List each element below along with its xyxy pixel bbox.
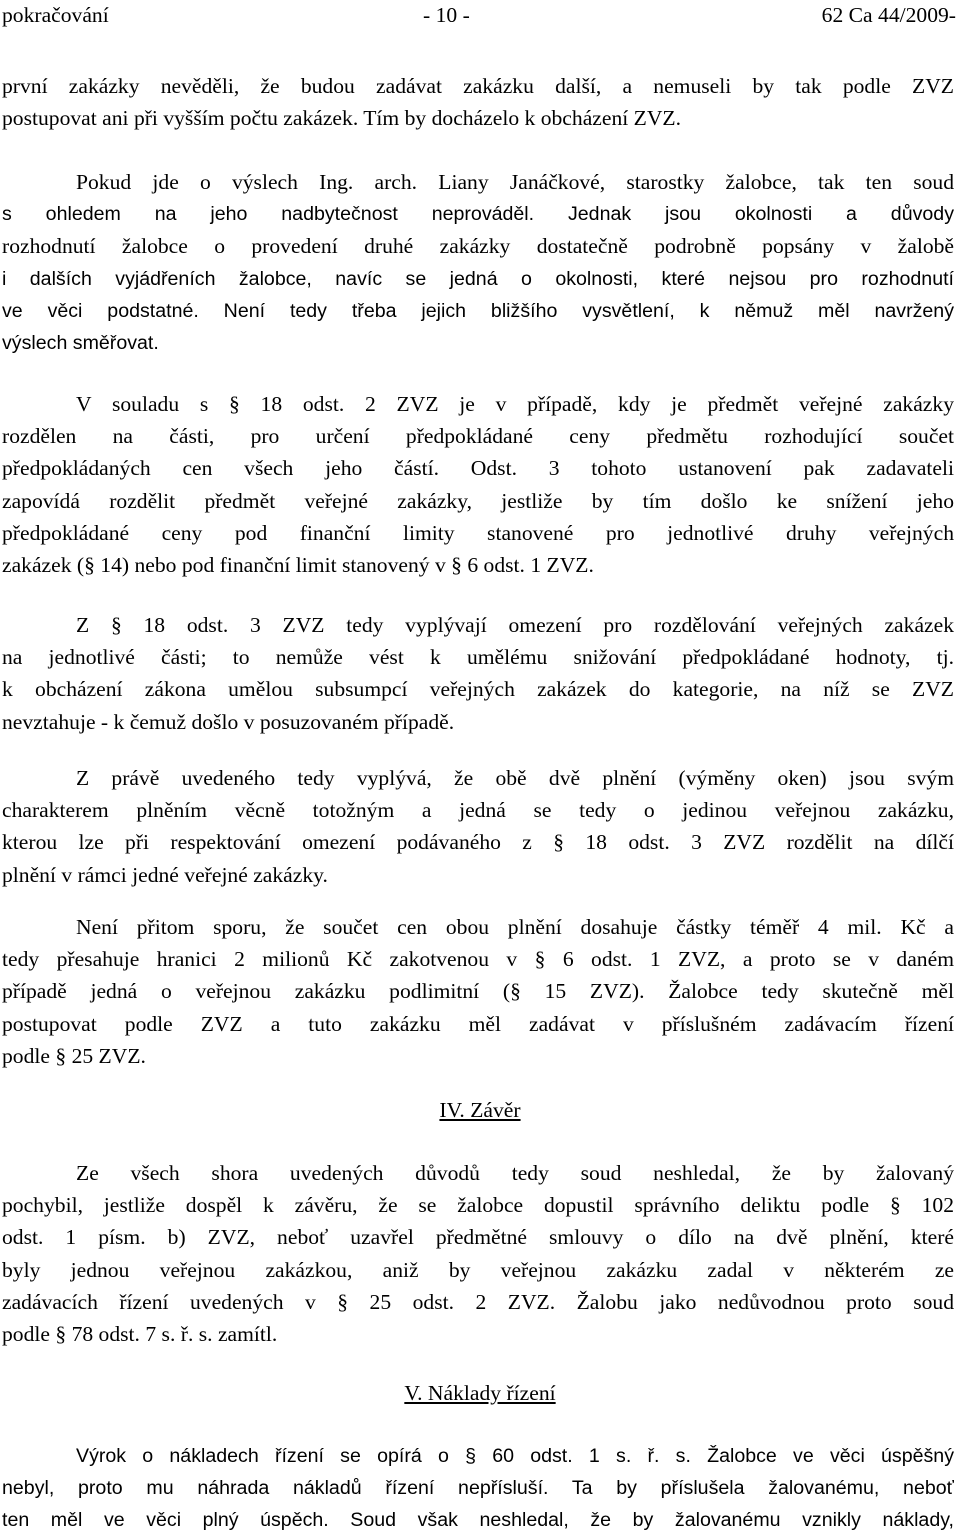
text-line: Ze všech shora uvedených důvodů tedy soud neshledal, že by žalovaný xyxy=(76,1161,954,1185)
text-line: plnění v rámci jedné veřejné zakázky. xyxy=(2,862,328,887)
paragraph-6 xyxy=(2,911,954,1072)
text-line: postupovat podle ZVZ a tuto zakázku měl zadávat v příslušném zadávacím řízení xyxy=(2,1011,954,1036)
text-line: zakázek (§ 14) nebo pod finanční limit stanovený v § 6 odst. 1 ZVZ. xyxy=(2,552,594,577)
text-line: podle § 25 ZVZ. xyxy=(2,1043,146,1068)
text-line: pochybil, jestliže dospěl k závěru, že se žalobce dopustil správního deliktu podle § 102 xyxy=(2,1193,954,1218)
text-line: nevztahuje - k čemuž došlo v posuzovaném případě. xyxy=(2,709,455,734)
text-line: nebyl, proto mu náhrada nákladů řízení nepřísluší. Ta by příslušela žalovanému, neboť xyxy=(2,1477,954,1500)
text-line: Z právě uvedeného tedy vyplývá, že obě dvě plnění (výměny oken) jsou svým xyxy=(76,766,954,790)
header-continuation: pokračování xyxy=(2,3,109,27)
text-line: Z § 18 odst. 3 ZVZ tedy vyplývají omezení pro rozdělování veřejných zakázek xyxy=(76,613,954,637)
section-heading-costs: V. Náklady řízení xyxy=(404,1381,556,1405)
text-line: výslech směřovat. xyxy=(2,331,159,354)
text-line: s ohledem na jeho nadbytečnost neprováděl. Jednak jsou okolnosti a důvody xyxy=(2,203,954,226)
paragraph-5 xyxy=(2,762,954,891)
page-header xyxy=(0,0,960,32)
paragraph-7 xyxy=(2,1157,954,1350)
text-line: tedy přesahuje hranici 2 milionů Kč zakotvenou v § 6 odst. 1 ZVZ, a proto se v daném xyxy=(2,947,954,972)
paragraph-3 xyxy=(2,388,954,581)
paragraph-8 xyxy=(2,1440,954,1537)
page-number: - 10 - xyxy=(423,3,470,27)
text-line: ve věci podstatné. Není tedy třeba jejich bližšího vysvětlení, k němuž měl navržený xyxy=(2,299,954,322)
case-number: 62 Ca 44/2009- xyxy=(821,3,956,27)
text-line: předpokládané ceny pod finanční limity stanovené pro jednotlivé druhy veřejných xyxy=(2,520,954,545)
text-line: ten měl ve věci plný úspěch. Soud však neshledal, že by žalovanému vznikly náklady, xyxy=(2,1509,954,1532)
text-line: Výrok o nákladech řízení se opírá o § 60 odst. 1 s. ř. s. Žalobce ve věci úspěšný xyxy=(76,1445,954,1467)
text-line: na jednotlivé části; to nemůže vést k umělému snižování předpokládané hodnoty, tj. xyxy=(2,645,954,670)
section-heading-conclusion: IV. Závěr xyxy=(439,1098,521,1122)
text-line: rozhodnutí žalobce o provedení druhé zakázky dostatečně podrobně popsány v žalobě xyxy=(2,234,954,259)
text-line: byly jednou veřejnou zakázkou, aniž by veřejnou zakázku zadal v některém ze xyxy=(2,1257,954,1282)
paragraph-1 xyxy=(2,70,954,134)
text-line: zadávacích řízení uvedených v § 25 odst. 2 ZVZ. Žalobu jako nedůvodnou proto soud xyxy=(2,1289,954,1314)
text-line: charakterem plněním věcně totožným a jedná se tedy o jedinou veřejnou zakázku, xyxy=(2,798,954,823)
text-line: případě jedná o veřejnou zakázku podlimitní (§ 15 ZVZ). Žalobce tedy skutečně měl xyxy=(2,979,954,1004)
text-line: podle § 78 odst. 7 s. ř. s. zamítl. xyxy=(2,1321,278,1346)
text-line: V souladu s § 18 odst. 2 ZVZ je v případě, kdy je předmět veřejné zakázky xyxy=(76,392,954,416)
text-line: kterou lze při respektování omezení podávaného z § 18 odst. 3 ZVZ rozdělit na dílčí xyxy=(2,830,954,855)
text-line: rozdělen na části, pro určení předpokládané ceny předmětu rozhodující součet xyxy=(2,424,954,449)
text-line: zapovídá rozdělit předmět veřejné zakázky, jestliže by tím došlo ke snížení jeho xyxy=(2,488,954,513)
text-line: postupovat ani při vyšším počtu zakázek. Tím by docházelo k obcházení ZVZ. xyxy=(2,106,682,131)
text-line: Pokud jde o výslech Ing. arch. Liany Janáčkové, starostky žalobce, tak ten soud xyxy=(76,170,954,194)
text-line: k obcházení zákona umělou subsumpcí veřejných zakázek do kategorie, na níž se ZVZ xyxy=(2,677,954,702)
paragraph-2 xyxy=(2,166,954,359)
text-line: předpokládaných cen všech jeho částí. Odst. 3 tohoto ustanovení pak zadavateli xyxy=(2,456,954,481)
text-line: i dalších vyjádřeních žalobce, navíc se jedná o okolnosti, které nejsou pro rozhodnutí xyxy=(2,267,954,290)
text-line: první zakázky nevěděli, že budou zadávat zakázku další, a nemuseli by tak podle ZVZ xyxy=(2,74,954,98)
text-line: odst. 1 písm. b) ZVZ, neboť uzavřel předmětné smlouvy o dílo na dvě plnění, které xyxy=(2,1225,954,1250)
paragraph-4 xyxy=(2,609,954,738)
text-line: Není přitom sporu, že součet cen obou plnění dosahuje částky téměř 4 mil. Kč a xyxy=(76,915,954,939)
